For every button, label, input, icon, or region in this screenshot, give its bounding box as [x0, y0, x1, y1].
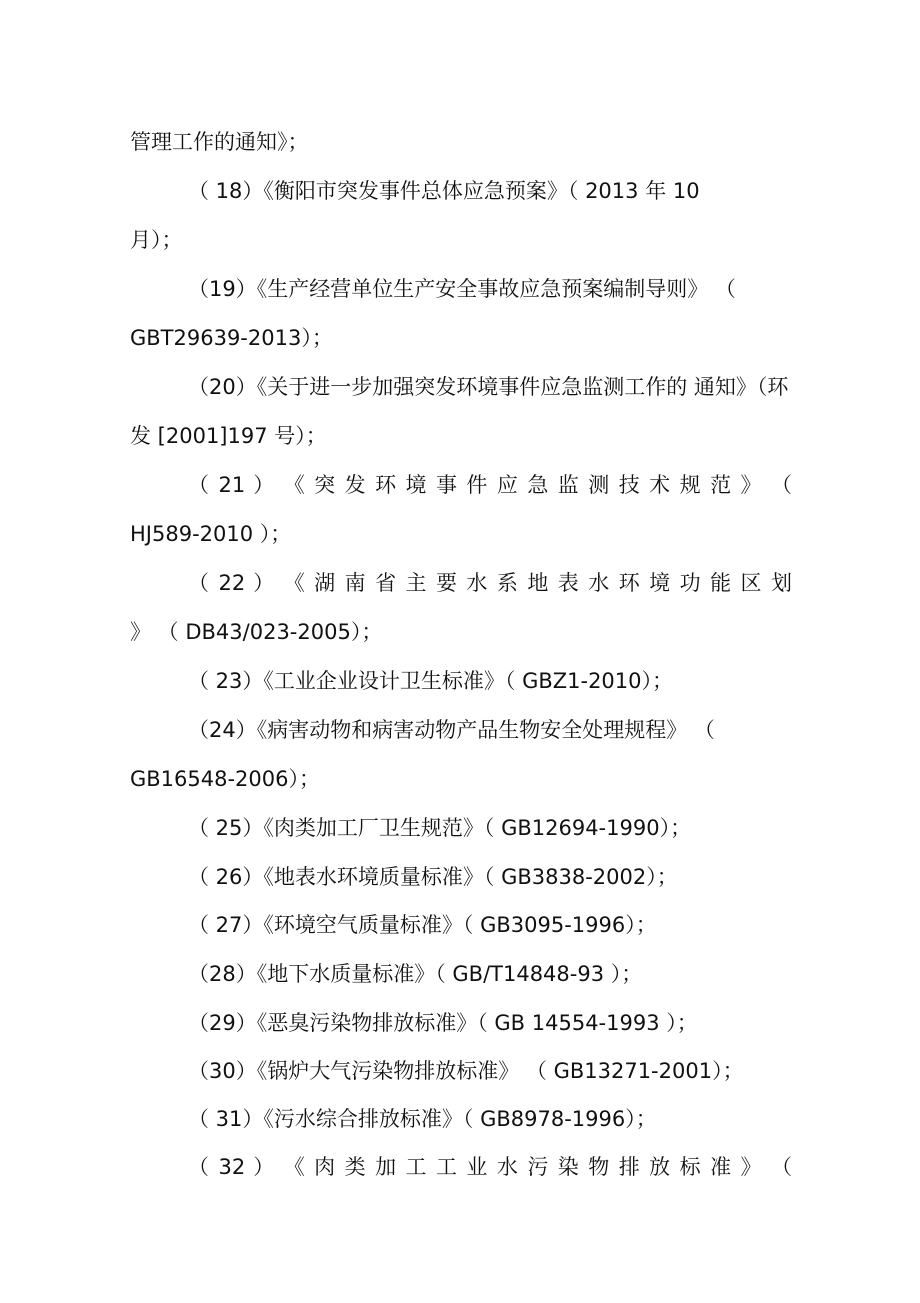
text-line: GB16548-2006）； [130, 767, 321, 791]
list-item-31: （ 31）《污水综合排放标准》（ GB8978-1996）； [188, 1107, 657, 1131]
text-line: 月）； [130, 228, 183, 252]
list-item-32: （ 32 ） 《 肉 类 加 工 工 业 水 污 染 物 排 放 标 准 》 （ [188, 1155, 792, 1179]
list-item-28: （28）《地下水质量标准》（ GB/T14848-93 ）； [188, 962, 643, 986]
list-item-24: （24）《病害动物和病害动物产品生物安全处理规程》 （ [188, 718, 715, 742]
list-item-18: （ 18）《衡阳市突发事件总体应急预案》（ 2013 年 10 [188, 179, 700, 203]
list-item-22: （ 22 ） 《 湖 南 省 主 要 水 系 地 表 水 环 境 功 能 区 划 [188, 571, 792, 595]
list-item-21: （ 21 ） 《 突 发 环 境 事 件 应 急 监 测 技 术 规 范 》 （ [188, 473, 792, 497]
list-item-19: （19）《生产经营单位生产安全事故应急预案编制导则》 （ [188, 277, 736, 301]
list-item-23: （ 23）《工业企业设计卫生标准》（ GBZ1-2010）； [188, 669, 674, 693]
list-item-26: （ 26）《地表水环境质量标准》（ GB3838-2002）； [188, 865, 678, 889]
text-line: HJ589-2010 ）； [130, 522, 292, 546]
text-line: 发 [2001]197 号）； [130, 424, 327, 448]
text-line: GBT29639-2013）； [130, 326, 333, 350]
text-line: 》 （ DB43/023-2005）； [130, 620, 383, 644]
list-item-27: （ 27）《环境空气质量标准》（ GB3095-1996）； [188, 913, 657, 937]
list-item-20: （20）《关于进一步加强突发环境事件应急监测工作的 通知》（环 [188, 375, 789, 399]
list-item-25: （ 25）《肉类加工厂卫生规范》（ GB12694-1990）； [188, 816, 692, 840]
text-line: 管理工作的通知》； [130, 130, 309, 154]
list-item-30: （30）《锅炉大气污染物排放标准》 （ GB13271-2001）； [188, 1059, 744, 1083]
list-item-29: （29）《恶臭污染物排放标准》（ GB 14554-1993 ）； [188, 1011, 698, 1035]
